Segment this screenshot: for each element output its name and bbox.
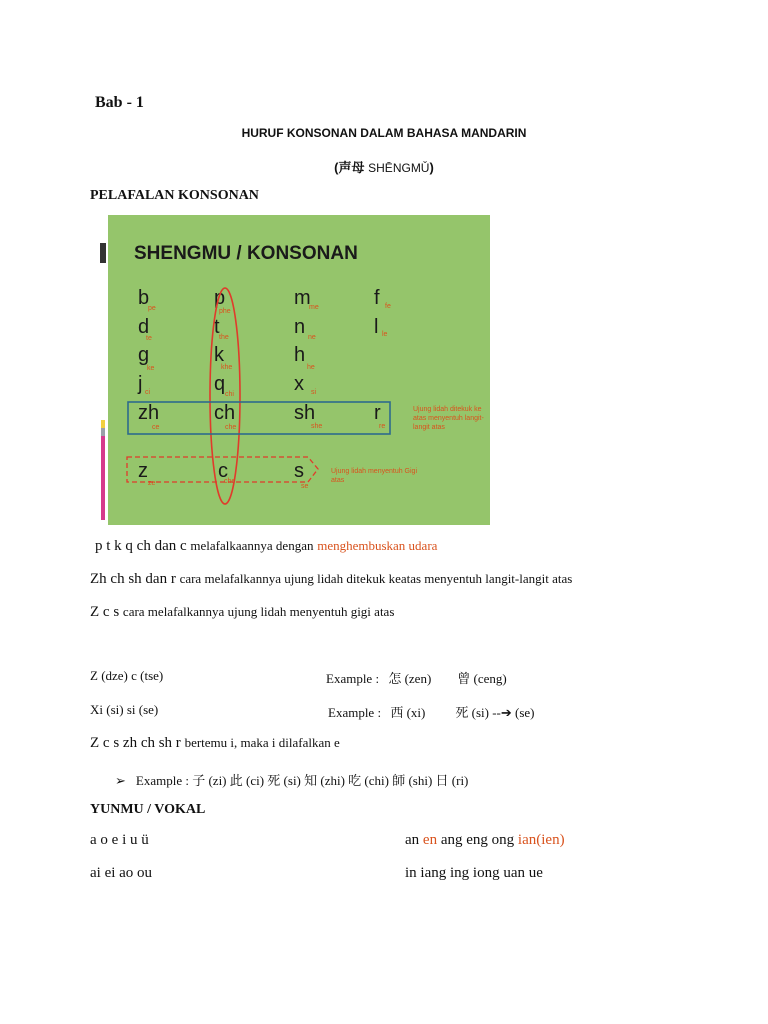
retroflex-text: cara melafalkannya ujung lidah ditekuk keatas menyentuh langit-langit atas <box>179 571 573 586</box>
zc-example <box>326 668 507 687</box>
zc-example-label: Example : <box>326 671 380 686</box>
aspirated-text: melafalkaannya dengan <box>190 538 314 553</box>
retroflex-box <box>128 402 390 434</box>
i-rule-line <box>90 735 340 752</box>
retroflex-line <box>90 571 572 588</box>
xi-example <box>328 702 534 721</box>
dental-letters: Z c s <box>90 604 120 620</box>
figure-heading: SHENGMU / KONSONAN <box>134 243 358 264</box>
zc-example-1: 怎 (zen) <box>388 671 432 686</box>
section-heading-consonants: PELAFALAN KONSONAN <box>90 188 259 203</box>
compound-vowels: ai ei ao ou <box>90 865 153 881</box>
subtitle-pinyin: SHĒNGMǓ <box>368 161 430 175</box>
zc-pronunciation: Z (dze) c (tse) <box>90 668 164 683</box>
i-rule-text: bertemu i, maka i dilafalkan e <box>184 735 340 750</box>
i-rule-letters: Z c s zh ch sh r <box>90 735 181 751</box>
example-bullet <box>115 770 468 789</box>
single-vowels: a o e i u ü <box>90 832 149 848</box>
document-subtitle: (声母 SHĒNGMǓ) <box>334 160 434 175</box>
document-title: HURUF KONSONAN DALAM BAHASA MANDARIN <box>241 126 527 140</box>
example-list: Example : 子 (zi) 此 (ci) 死 (si) 知 (zhi) 吃 (chi) 師 (shi) 日 (ri) <box>135 773 469 788</box>
aspirated-highlight: menghembuskan udara <box>317 538 438 553</box>
xi-example-2: 死 (si) --➔ (se) <box>455 705 535 720</box>
xi-example-label: Example : <box>328 705 382 720</box>
figure-edge-mark <box>100 243 106 263</box>
section-heading-vowels: YUNMU / VOKAL <box>90 802 206 817</box>
xi-pronunciation: Xi (si) si (se) <box>90 702 159 717</box>
dental-line <box>90 604 394 621</box>
aspirated-letters: p t k q ch dan c <box>95 538 187 554</box>
subtitle-hanzi: 声母 <box>338 160 365 175</box>
bullet-arrow-icon: ➢ <box>115 773 126 788</box>
retroflex-letters: Zh ch sh dan r <box>90 571 176 587</box>
final-ian: ian(ien) <box>517 832 565 848</box>
nasal-finals-1 <box>405 832 565 849</box>
finals-ang-eng-ong: ang eng ong <box>440 832 515 848</box>
zc-example-2: 曾 (ceng) <box>457 671 507 686</box>
chapter-label: Bab - 1 <box>95 94 144 111</box>
aspirated-line <box>95 538 437 555</box>
figure-edge-strip <box>101 420 105 520</box>
final-en: en <box>422 832 438 848</box>
shengmu-figure: SHENGMU / KONSONAN b pe p phe m me f fe d te t the n ne l le g ke k khe h he j ci q chi x si zh ce ch che sh she r re z ze c che s se Ujung lidah ditekuk ke atas menyentuh langit-langit atas Ujung lidah menyentuh Gigi atas <box>108 215 490 525</box>
retroflex-note: Ujung lidah ditekuk ke atas menyentuh langit-langit atas <box>413 406 484 431</box>
nasal-finals-2: in iang ing iong uan ue <box>405 865 543 881</box>
xi-example-1: 西 (xi) <box>390 705 426 720</box>
final-an: an <box>405 832 420 848</box>
dental-text: cara melafalkannya ujung lidah menyentuh gigi atas <box>122 604 395 619</box>
dental-note: Ujung lidah menyentuh Gigi atas <box>331 468 417 484</box>
